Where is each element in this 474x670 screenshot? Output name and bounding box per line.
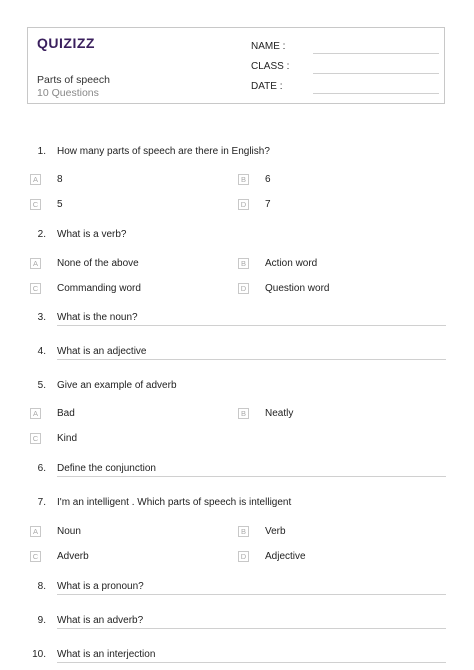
option-letter-box: C	[30, 199, 41, 210]
class-label: CLASS :	[251, 61, 290, 72]
class-field[interactable]	[313, 73, 439, 74]
option-text: 5	[57, 199, 63, 210]
worksheet-title: Parts of speech	[37, 74, 110, 86]
option-letter-box: B	[238, 526, 249, 537]
option-text: None of the above	[57, 258, 139, 269]
question-text: What is an interjection	[57, 649, 156, 660]
option-letter-box: A	[30, 174, 41, 185]
question-number: 10.	[32, 649, 46, 660]
question-number: 9.	[37, 615, 46, 626]
option-text: Commanding word	[57, 283, 141, 294]
question-number: 4.	[37, 346, 46, 357]
answer-line[interactable]	[57, 325, 446, 326]
question-text: Give an example of adverb	[57, 380, 177, 391]
option-letter-box: D	[238, 199, 249, 210]
question-text: What is an adjective	[57, 346, 147, 357]
question-number: 5.	[37, 380, 46, 391]
answer-line[interactable]	[57, 594, 446, 595]
option-letter-box: C	[30, 433, 41, 444]
option-letter-box: D	[238, 551, 249, 562]
option-text: 6	[265, 174, 271, 185]
option-text: Adjective	[265, 551, 306, 562]
date-label: DATE :	[251, 81, 283, 92]
option-letter-box: B	[238, 174, 249, 185]
date-field[interactable]	[313, 93, 439, 94]
answer-line[interactable]	[57, 359, 446, 360]
option-text: 7	[265, 199, 271, 210]
question-text: I'm an intelligent . Which parts of speech is intelligent	[57, 497, 292, 508]
option-letter-box: A	[30, 526, 41, 537]
question-text: How many parts of speech are there in English?	[57, 146, 270, 157]
option-letter-box: C	[30, 551, 41, 562]
option-text: Adverb	[57, 551, 89, 562]
question-number: 2.	[37, 229, 46, 240]
question-number: 8.	[37, 581, 46, 592]
question-number: 6.	[37, 463, 46, 474]
question-text: Define the conjunction	[57, 463, 156, 474]
answer-line[interactable]	[57, 476, 446, 477]
question-text: What is a verb?	[57, 229, 127, 240]
question-number: 7.	[37, 497, 46, 508]
question-text: What is the noun?	[57, 312, 138, 323]
option-text: Noun	[57, 526, 81, 537]
option-text: Action word	[265, 258, 318, 269]
option-letter-box: A	[30, 258, 41, 269]
option-text: Question word	[265, 283, 330, 294]
worksheet-header	[27, 27, 445, 104]
question-text: What is an adverb?	[57, 615, 144, 626]
option-text: Bad	[57, 408, 75, 419]
name-field[interactable]	[313, 53, 439, 54]
option-text: 8	[57, 174, 63, 185]
question-number: 1.	[37, 146, 46, 157]
answer-line[interactable]	[57, 662, 446, 663]
option-letter-box: B	[238, 258, 249, 269]
question-count: 10 Questions	[37, 87, 99, 99]
option-text: Kind	[57, 433, 78, 444]
option-letter-box: A	[30, 408, 41, 419]
option-letter-box: B	[238, 408, 249, 419]
option-letter-box: C	[30, 283, 41, 294]
quizizz-logo: QUIZIZZ	[37, 35, 95, 51]
question-text: What is a pronoun?	[57, 581, 144, 592]
option-letter-box: D	[238, 283, 249, 294]
name-label: NAME :	[251, 41, 286, 52]
option-text: Verb	[265, 526, 286, 537]
question-number: 3.	[37, 312, 46, 323]
option-text: Neatly	[265, 408, 294, 419]
answer-line[interactable]	[57, 628, 446, 629]
